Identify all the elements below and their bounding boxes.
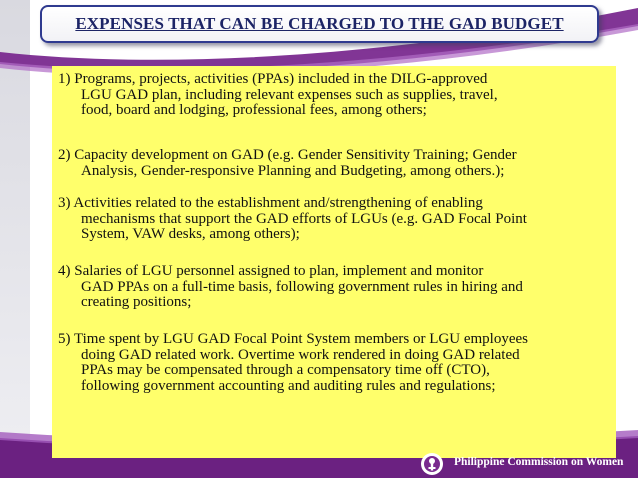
item-4-line-1: 4) Salaries of LGU personnel assigned to plan, implement and monitor: [58, 263, 484, 279]
item-4-line-2: GAD PPAs on a full-time basis, following government rules in hiring and: [81, 278, 523, 295]
item-3-line-3: System, VAW desks, among others);: [81, 226, 300, 242]
item-4-line-3: creating positions;: [81, 294, 192, 310]
item-2-line-1: 2) Capacity development on GAD (e.g. Gender Sensitivity Training; Gender: [58, 147, 517, 163]
list-item-3: [58, 196, 606, 243]
list-item-4: [58, 264, 606, 311]
title-banner: [40, 5, 599, 43]
pcw-logo-icon: [420, 452, 444, 476]
footer-organization: Philippine Commission on Women: [454, 456, 624, 468]
list-item-5: [58, 332, 606, 394]
item-1-line-2: LGU GAD plan, including relevant expenses such as supplies, travel,: [81, 86, 498, 103]
item-5-line-2: doing GAD related work. Overtime work rendered in doing GAD related: [81, 346, 520, 363]
item-3-line-2: mechanisms that support the GAD efforts of LGUs (e.g. GAD Focal Point: [81, 210, 527, 227]
item-3-line-1: 3) Activities related to the establishment and/strengthening of enabling: [58, 195, 483, 211]
item-1-line-1: 1) Programs, projects, activities (PPAs) included in the DILG-approved: [58, 71, 488, 87]
item-1-line-3: food, board and lodging, professional fees, among others;: [81, 102, 427, 118]
item-2-line-2: Analysis, Gender-responsive Planning and Budgeting, among others.);: [81, 162, 505, 179]
item-5-line-4: following government accounting and auditing rules and regulations;: [81, 377, 496, 394]
list-item-1: [58, 72, 606, 119]
item-5-line-3: PPAs may be compensated through a compensatory time off (CTO),: [81, 362, 490, 378]
content-panel: [52, 66, 616, 458]
item-5-line-1: 5) Time spent by LGU GAD Focal Point System members or LGU employees: [58, 331, 528, 347]
list-item-2: [58, 148, 606, 179]
slide-title: EXPENSES THAT CAN BE CHARGED TO THE GAD BUDGET: [75, 14, 564, 33]
